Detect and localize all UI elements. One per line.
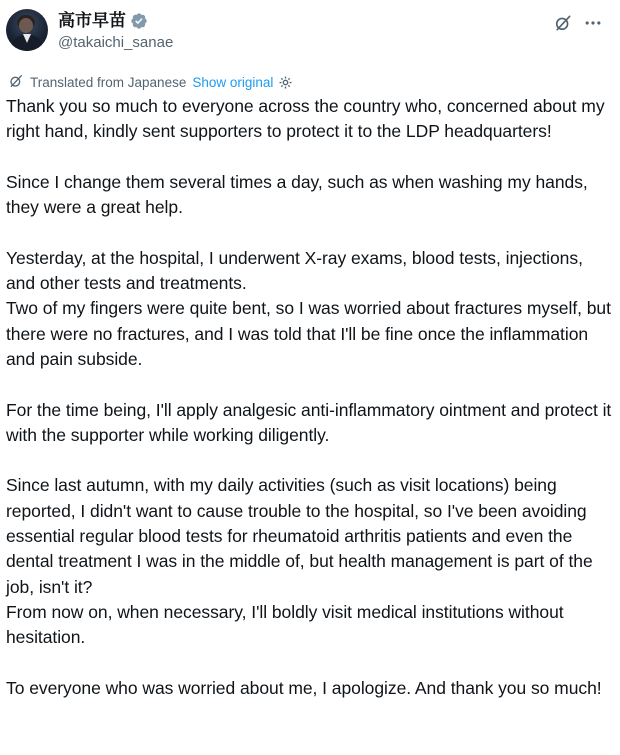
display-name[interactable]: 高市早苗 bbox=[58, 11, 126, 30]
verified-badge-icon[interactable] bbox=[130, 12, 148, 30]
grok-slash-icon[interactable] bbox=[552, 12, 574, 34]
translation-bar bbox=[8, 72, 293, 92]
show-original-link[interactable]: Show original bbox=[192, 74, 274, 90]
translated-from-label: Translated from Japanese bbox=[30, 74, 187, 90]
author-handle[interactable]: @takaichi_sanae bbox=[58, 34, 174, 51]
translate-icon bbox=[8, 73, 24, 92]
avatar-head-shape bbox=[19, 18, 33, 33]
avatar[interactable] bbox=[6, 9, 48, 51]
post-text: Thank you so much to everyone across the country who, concerned about my right hand, kindly sent supporters to protect it to the LDP headquarters! Since I change them several times a day, such as when washing my hands, they were a great help. Yesterday, at the hospital, I underwent X-ray exams, blood tests, injections, and other tests and treatments. Two of my fingers were quite bent, so I was worried about fractures myself, but there were no fractures, and I was told that I'll be fine once the inflammation and pain subside. For the time being, I'll apply analgesic anti-inflammatory ointment and protect it with the supporter while working diligently. Since last autumn, with my daily activities (such as visit locations) being reported, I didn't want to cause trouble to the hospital, so I've been avoiding essential regular blood tests for rheumatoid arthritis patients and even the dental treatment I was in the middle of, but health management is part of the job, isn't it? From now on, when necessary, I'll boldly visit medical institutions without hesitation. To everyone who was worried about me, I apologize. And thank you so much! bbox=[6, 96, 612, 698]
author-name-row bbox=[58, 10, 148, 32]
gear-icon[interactable] bbox=[278, 75, 293, 90]
more-options-icon[interactable] bbox=[582, 12, 604, 34]
